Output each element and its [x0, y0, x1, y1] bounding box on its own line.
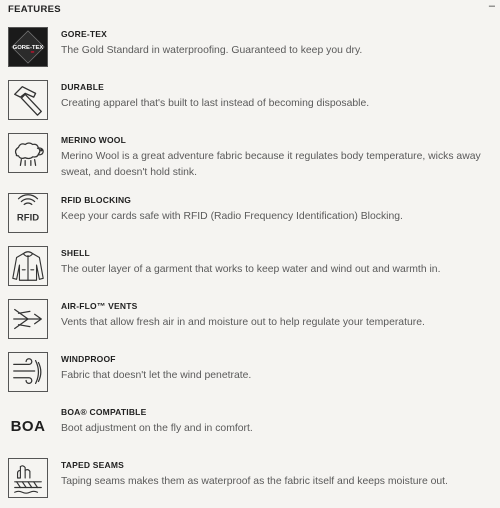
feature-title: TAPED SEAMS	[61, 460, 124, 470]
feature-title: AIR-FLO™ VENTS	[61, 301, 138, 311]
gore-tex-logo-icon	[8, 27, 48, 67]
svg-text:BOA: BOA	[10, 418, 46, 435]
feature-description: Vents that allow fresh air in and moisture out to help regulate your temperature.	[61, 317, 425, 328]
feature-merino-wool	[0, 133, 500, 183]
feature-title: GORE-TEX	[61, 29, 107, 39]
hammer-icon	[8, 80, 48, 120]
feature-durable	[0, 80, 500, 130]
feature-title: BOA® COMPATIBLE	[61, 407, 147, 417]
feature-shell	[0, 246, 500, 296]
feature-windproof	[0, 352, 500, 402]
boa-logo-icon	[8, 405, 48, 445]
feature-taped-seams	[0, 458, 500, 508]
feature-description: The Gold Standard in waterproofing. Guaranteed to keep you dry.	[61, 45, 363, 56]
feature-title: DURABLE	[61, 82, 104, 92]
feature-title: WINDPROOF	[61, 354, 116, 364]
jacket-icon	[8, 246, 48, 286]
feature-description: Keep your cards safe with RFID (Radio Frequency Identification) Blocking.	[61, 211, 403, 222]
sheep-icon	[8, 133, 48, 173]
feature-description: Merino Wool is a great adventure fabric because it regulates body temperature, wicks away sweat, and doesn't hold stink.	[61, 151, 481, 178]
feature-air-flo-vents	[0, 299, 500, 349]
feature-title: SHELL	[61, 248, 90, 258]
feature-rfid-blocking	[0, 193, 500, 243]
feature-title: MERINO WOOL	[61, 135, 126, 145]
rfid-icon	[8, 193, 48, 233]
feature-description: Creating apparel that's built to last instead of becoming disposable.	[61, 98, 370, 109]
feature-title: RFID BLOCKING	[61, 195, 132, 205]
feature-description: The outer layer of a garment that works to keep water and wind out and warmth in.	[61, 264, 441, 275]
features-title: FEATURES	[8, 4, 61, 15]
feature-description: Boot adjustment on the fly and in comfort.	[61, 423, 253, 434]
features-header[interactable]	[0, 0, 500, 22]
collapse-toggle[interactable]: –	[488, 0, 495, 12]
feature-gore-tex	[0, 27, 500, 77]
taped-seam-icon	[8, 458, 48, 498]
wind-icon	[8, 352, 48, 392]
svg-text:GORE-TEX: GORE-TEX	[12, 44, 44, 51]
feature-boa-compatible	[0, 405, 500, 455]
vent-arrows-icon	[8, 299, 48, 339]
feature-description: Fabric that doesn't let the wind penetrate.	[61, 370, 252, 381]
svg-text:RFID: RFID	[16, 212, 40, 224]
feature-description: Taping seams makes them as waterproof as the fabric itself and keeps moisture out.	[61, 476, 448, 487]
